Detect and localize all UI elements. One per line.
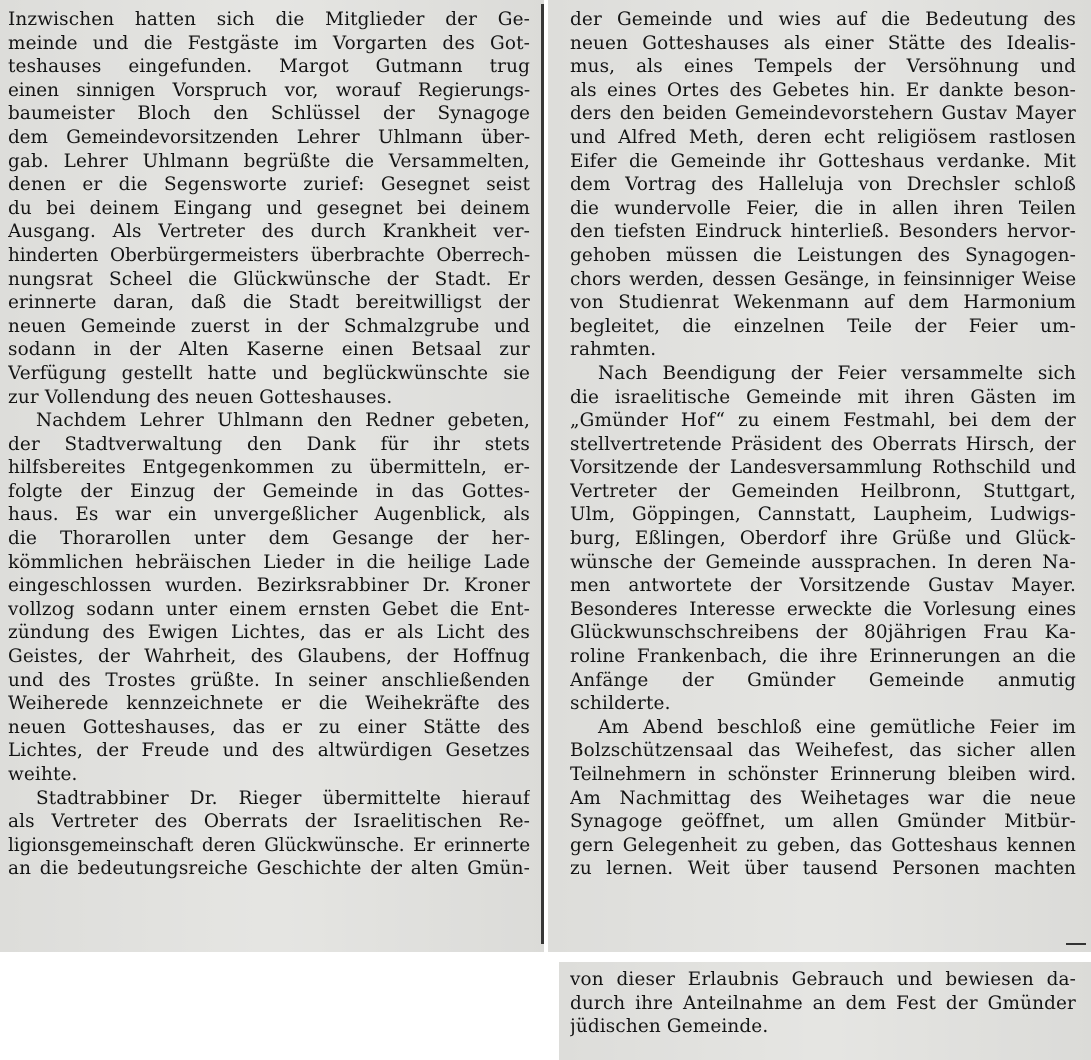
right-column-text	[570, 8, 1076, 881]
text-line: die Thorarollen unter dem Gesange der her-	[8, 528, 530, 550]
text-line: Eifer die Gemeinde ihr Gotteshaus verdanke. Mit	[570, 150, 1076, 172]
text-line: denen er die Segensworte zurief: Gesegnet seist	[8, 174, 530, 196]
left-column-text	[8, 8, 530, 881]
text-line: stellvertretende Präsident des Oberrats Hirsch, der	[570, 433, 1076, 455]
text-line: von Studienrat Wekenmann auf dem Harmonium	[570, 292, 1076, 314]
text-line: hilfsbereites Entgegenkommen zu übermitteln, er-	[8, 457, 530, 479]
text-line: Am Abend beschloß eine gemütliche Feier im	[598, 716, 1076, 738]
text-line: Besonderes Interesse erweckte die Vorlesung eines	[570, 598, 1076, 620]
text-line: als eines Ortes des Gebetes hin. Er dankte beson-	[570, 79, 1076, 101]
text-line: meinde und die Festgäste im Vorgarten des Got-	[8, 32, 530, 54]
column-divider	[541, 4, 544, 944]
cut-mark	[1066, 943, 1086, 945]
text-line: sodann in der Alten Kaserne einen Betsaal zur	[8, 339, 530, 361]
text-line: schilderte.	[570, 693, 671, 715]
text-line: ders den beiden Gemeindevorstehern Gustav Mayer	[570, 103, 1076, 125]
text-line: durch ihre Anteilnahme an dem Fest der Gmünder	[570, 992, 1076, 1014]
text-line: Nachdem Lehrer Uhlmann den Redner gebeten,	[36, 410, 530, 432]
text-line: Anfänge der Gmünder Gemeinde anmutig	[570, 669, 1076, 691]
text-line: dem Gemeindevorsitzenden Lehrer Uhlmann über-	[8, 126, 530, 148]
text-line: der Stadtverwaltung den Dank für ihr stets	[8, 433, 530, 455]
text-line: erinnerte daran, daß die Stadt bereitwilligst der	[8, 292, 530, 314]
text-line: die wundervolle Feier, die in allen ihren Teilen	[570, 197, 1076, 219]
text-line: hinderten Oberbürgermeisters überbrachte Oberrech-	[8, 244, 530, 266]
text-line: Bolzschützensaal das Weihefest, das sicher allen	[570, 740, 1076, 762]
text-line: Am Nachmittag des Weihetages war die neue	[570, 787, 1076, 809]
text-line: Weiherede kennzeichnete er die Weihekräfte des	[8, 693, 530, 715]
text-line: den tiefsten Eindruck hinterließ. Besonders hervor-	[570, 221, 1076, 243]
text-line: Inzwischen hatten sich die Mitglieder der Ge-	[8, 9, 530, 30]
text-line: ligionsgemeinschaft deren Glückwünsche. Er erinnerte	[8, 834, 530, 856]
text-line: gehoben müssen die Leistungen des Synagogen-	[570, 244, 1076, 266]
text-line: nungsrat Scheel die Glückwünsche der Stadt. Er	[8, 268, 530, 290]
text-line: baumeister Bloch den Schlüssel der Synagoge	[8, 103, 530, 125]
text-line: mus, als eines Tempels der Versöhnung und	[570, 56, 1076, 78]
text-line: zündung des Ewigen Lichtes, das er als Licht des	[8, 622, 530, 644]
text-line: vollzog sodann unter einem ernsten Gebet die Ent-	[8, 598, 530, 620]
text-line: Verfügung gestellt hatte und beglückwünschte sie	[8, 362, 530, 384]
continuation-text	[570, 968, 1076, 1039]
text-line: Geistes, der Wahrheit, des Glaubens, der Hoffnug	[8, 646, 530, 668]
text-line: Teilnehmern in schönster Erinnerung bleiben wird.	[570, 764, 1076, 785]
text-line: jüdischen Gemeinde.	[570, 1016, 769, 1038]
text-line: rahmten.	[570, 339, 657, 361]
text-line: begleitet, die einzelnen Teile der Feier um-	[570, 315, 1076, 337]
text-line: Glückwunschschreibens der 80jährigen Frau Ka-	[570, 622, 1076, 644]
text-line: und Alfred Meth, deren echt religiösem rastlosen	[570, 126, 1076, 148]
text-line: Nach Beendigung der Feier versammelte sich	[598, 362, 1076, 384]
text-line: Lichtes, der Freude und des altwürdigen Gesetzes	[8, 740, 530, 762]
text-line: zur Vollendung des neuen Gotteshauses.	[8, 386, 393, 408]
text-line: gern Gelegenheit zu geben, das Gotteshaus kennen	[570, 834, 1076, 856]
text-line: haus. Es war ein unvergeßlicher Augenblick, als	[8, 504, 530, 526]
text-line: der Gemeinde und wies auf die Bedeutung des	[570, 9, 1076, 30]
text-line: eingeschlossen wurden. Bezirksrabbiner Dr. Kroner	[8, 575, 530, 597]
text-line: chors werden, dessen Gesänge, in feinsinniger Weise	[570, 268, 1076, 290]
text-line: Stadtrabbiner Dr. Rieger übermittelte hierauf	[36, 787, 530, 809]
text-line: Synagoge geöffnet, um allen Gmünder Mitbür-	[570, 811, 1076, 833]
text-line: men antwortete der Vorsitzende Gustav Mayer.	[570, 575, 1076, 597]
text-line: zu lernen. Weit über tausend Personen machten	[570, 858, 1076, 880]
text-line: folgte der Einzug der Gemeinde in das Gottes-	[8, 480, 530, 502]
text-line: burg, Eßlingen, Oberdorf ihre Grüße und Glück-	[570, 528, 1076, 550]
text-line: kömmlichen hebräischen Lieder in die heilige Lade	[8, 551, 530, 573]
text-line: Ausgang. Als Vertreter des durch Krankheit ver-	[8, 221, 530, 243]
text-line: roline Frankenbach, die ihre Erinnerungen an die	[570, 646, 1076, 668]
text-line: dem Vortrag des Halleluja von Drechsler schloß	[570, 174, 1076, 196]
text-line: von dieser Erlaubnis Gebrauch und bewiesen da-	[570, 969, 1076, 990]
text-line: neuen Gotteshauses als einer Stätte des Idealis-	[570, 32, 1076, 54]
text-line: an die bedeutungsreiche Geschichte der alten Gmün-	[8, 858, 530, 880]
text-line: „Gmünder Hof“ zu einem Festmahl, bei dem der	[570, 410, 1076, 432]
text-line: die israelitische Gemeinde mit ihren Gästen im	[570, 386, 1076, 408]
text-line: als Vertreter des Oberrats der Israelitischen Re-	[8, 811, 530, 833]
text-line: Vorsitzende der Landesversammlung Rothschild und	[570, 457, 1076, 479]
text-line: wünsche der Gemeinde aussprachen. In deren Na-	[570, 551, 1076, 573]
text-line: gab. Lehrer Uhlmann begrüßte die Versammelten,	[8, 150, 530, 172]
text-line: neuen Gemeinde zuerst in der Schmalzgrube und	[8, 315, 530, 337]
text-line: Ulm, Göppingen, Cannstatt, Laupheim, Ludwigs-	[570, 504, 1076, 526]
text-line: einen sinnigen Vorspruch vor, worauf Regierungs-	[8, 79, 530, 101]
text-line: und des Trostes grüßte. In seiner anschließenden	[8, 669, 530, 691]
text-line: neuen Gotteshauses, das er zu einer Stätte des	[8, 716, 530, 738]
text-line: Vertreter der Gemeinden Heilbronn, Stuttgart,	[570, 480, 1076, 502]
text-line: weihte.	[8, 764, 78, 785]
text-line: teshauses eingefunden. Margot Gutmann trug	[8, 56, 530, 78]
text-line: du bei deinem Eingang und gesegnet bei deinem	[8, 197, 530, 219]
